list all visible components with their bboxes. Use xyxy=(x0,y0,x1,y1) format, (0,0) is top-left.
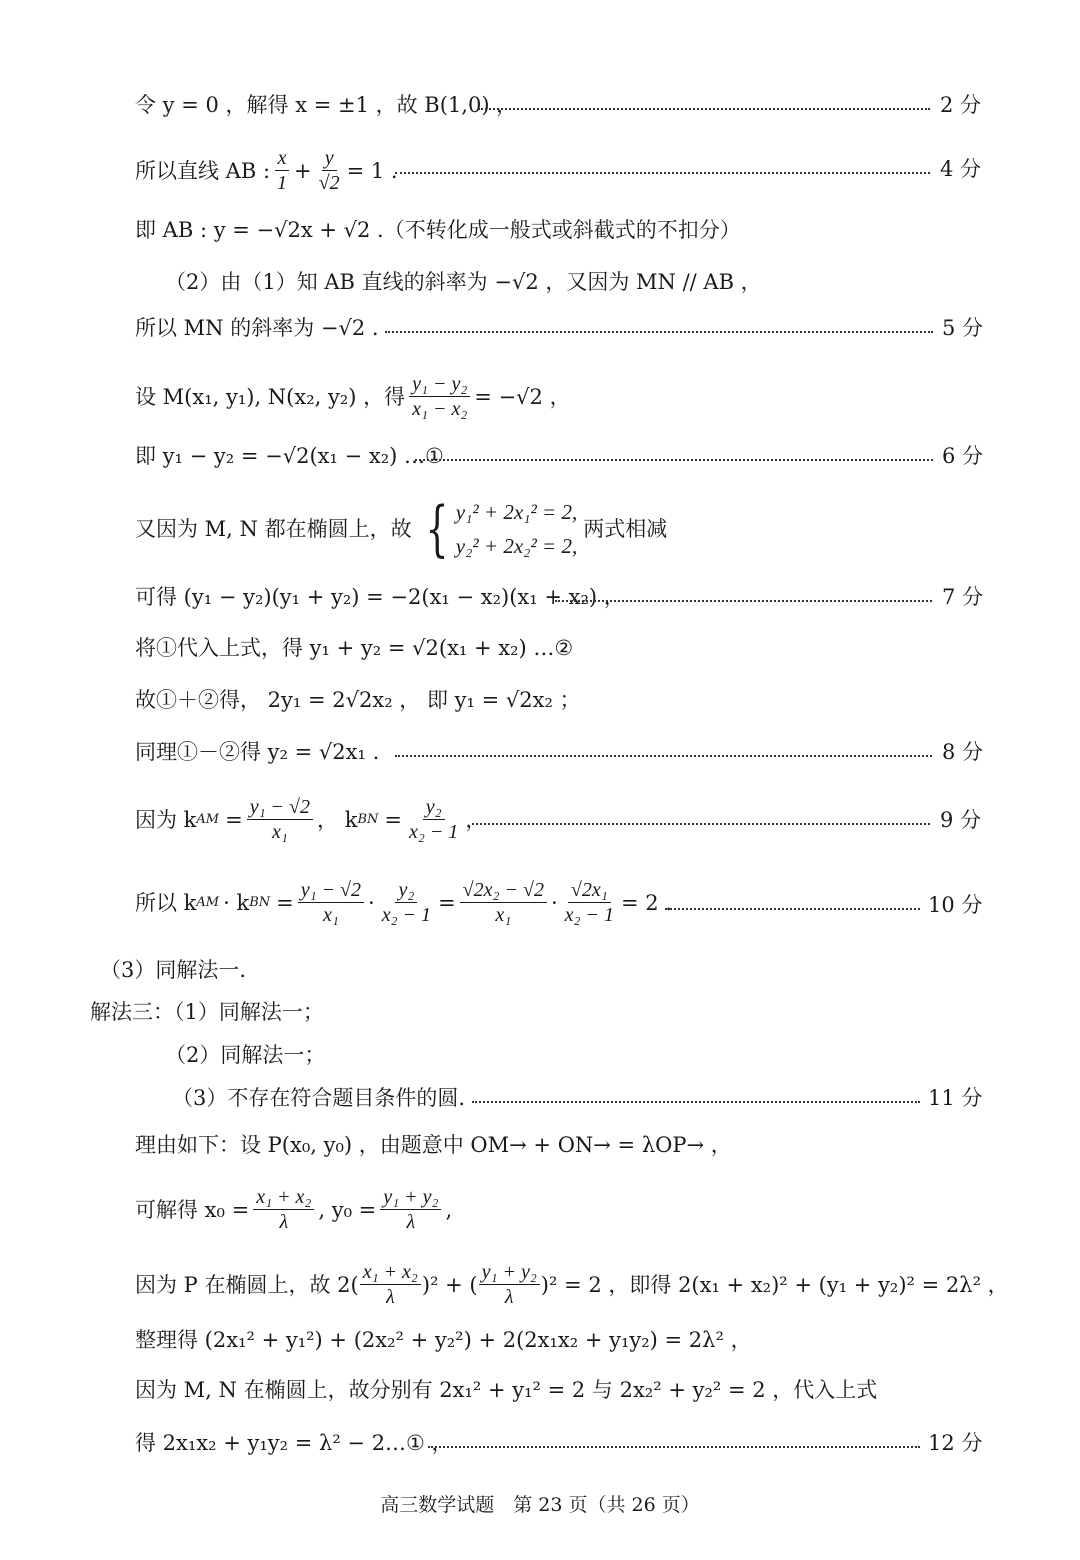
line-20 xyxy=(135,1185,452,1234)
line-3 xyxy=(135,215,741,245)
line-21 xyxy=(135,1260,1009,1309)
plus-sign: + xyxy=(294,158,312,183)
line-8-prefix: 又因为 M, N 都在椭圆上，故 xyxy=(135,517,412,541)
subscript-bn: BN xyxy=(357,811,379,827)
line-14-suffix: = 2 . xyxy=(620,890,672,915)
denominator: λ xyxy=(279,1211,289,1233)
fraction-3 xyxy=(460,878,547,927)
numerator: x₁ + x₂ xyxy=(253,1185,314,1210)
equals-sign: = xyxy=(225,807,243,832)
fraction-kbn xyxy=(406,795,461,844)
leader-dots xyxy=(555,600,932,602)
line-5 xyxy=(135,313,379,343)
fraction-2 xyxy=(379,878,434,927)
line-22 xyxy=(135,1325,752,1355)
numerator: √2x₂ − √2 xyxy=(460,878,547,903)
line-4 xyxy=(165,267,762,297)
line-24 xyxy=(135,1428,453,1458)
fraction-1 xyxy=(298,878,364,927)
score-7: 7 分 xyxy=(942,585,984,609)
fraction-x-over-1 xyxy=(274,146,290,195)
denominator: x₁ xyxy=(271,821,288,843)
numerator: y xyxy=(322,146,337,171)
line-10 xyxy=(135,633,573,663)
denominator: x₂ − 1 xyxy=(408,821,459,843)
fraction-slope xyxy=(409,372,470,421)
fraction-y-over-sqrt2 xyxy=(316,146,343,195)
leader-dots xyxy=(665,908,920,910)
denominator: x₁ xyxy=(322,904,339,926)
line-7 xyxy=(135,441,444,471)
numerator: x xyxy=(275,146,290,171)
equals-sign: = xyxy=(276,890,294,915)
line-9 xyxy=(135,582,625,612)
line-17-text: （2）同解法一； xyxy=(165,1043,326,1067)
score-12: 12 分 xyxy=(928,1431,983,1455)
line-2-prefix: 所以直线 AB : xyxy=(135,158,271,183)
leader-dots xyxy=(395,172,930,174)
fraction-kam xyxy=(247,795,313,844)
leader-dots xyxy=(415,459,933,461)
equation-2: y₂² + 2x₂² = 2, xyxy=(455,534,578,558)
leader-dots xyxy=(395,755,932,757)
score-5: 5 分 xyxy=(942,316,984,340)
numerator: y₁ − √2 xyxy=(247,795,313,820)
leader-dots xyxy=(428,1446,920,1448)
line-6-suffix: = −√2 ， xyxy=(474,384,571,409)
line-15 xyxy=(100,955,246,985)
line-12 xyxy=(135,737,379,767)
leader-dots xyxy=(478,108,930,110)
numerator: y₁ + y₂ xyxy=(479,1260,540,1285)
line-20-middle: , y₀ = xyxy=(318,1197,377,1222)
line-18-text: （3）不存在符合题目条件的圆. xyxy=(172,1086,466,1110)
fraction-x0 xyxy=(253,1185,314,1234)
line-13 xyxy=(135,795,486,844)
line-16 xyxy=(90,997,324,1027)
denominator: x₁ − x₂ xyxy=(412,398,468,420)
page-footer: 高三数学试题 第 23 页（共 26 页） xyxy=(380,1494,700,1516)
multiply-dot: · xyxy=(368,890,375,915)
line-21-middle: )² + ( xyxy=(421,1272,478,1297)
brace-icon: { xyxy=(425,494,449,564)
line-22-text: 整理得 (2x₁² + y₁²) + (2x₂² + y₂²) + 2(2x₁x₂ + y₁y₂) = 2λ² ， xyxy=(135,1328,752,1352)
equals-sign: = xyxy=(438,890,456,915)
line-24-text: 得 2x₁x₂ + y₁y₂ = λ² − 2…① ， xyxy=(135,1431,453,1455)
line-11-text: 故①＋②得， 2y₁ = 2√2x₂ ， 即 y₁ = √2x₂ ； xyxy=(135,688,581,712)
score-2: 2 分 xyxy=(940,93,982,117)
line-2 xyxy=(135,146,398,195)
numerator: y₂ xyxy=(423,795,445,820)
denominator: x₂ − 1 xyxy=(564,904,614,926)
line-6 xyxy=(135,372,571,421)
fraction-x-sum xyxy=(360,1260,421,1309)
fraction-y0 xyxy=(380,1185,441,1234)
line-16-text: 解法三：（1）同解法一； xyxy=(90,1000,324,1024)
line-1-text: 令 y = 0 ，解得 x = ±1 ，故 B(1,0) ， xyxy=(135,93,518,117)
line-8-suffix: 两式相减 xyxy=(583,517,668,541)
numerator: x₁ + x₂ xyxy=(360,1260,421,1285)
score-8: 8 分 xyxy=(942,740,984,764)
line-2-suffix: = 1 . xyxy=(346,158,398,183)
score-11: 11 分 xyxy=(928,1086,983,1110)
line-11 xyxy=(135,685,581,715)
line-21-prefix: 因为 P 在椭圆上，故 2( xyxy=(135,1272,359,1297)
line-6-prefix: 设 M(x₁, y₁), N(x₂, y₂) ，得 xyxy=(135,384,406,409)
line-17 xyxy=(165,1040,325,1070)
line-14 xyxy=(135,878,672,927)
leader-dots xyxy=(385,331,933,333)
line-20-prefix: 可解得 x₀ = xyxy=(135,1197,250,1222)
line-23-text: 因为 M, N 在椭圆上，故分别有 2x₁² + y₁² = 2 与 2x₂² + y₂² = 2 ，代入上式 xyxy=(135,1378,878,1402)
numerator: y₂ xyxy=(395,878,417,903)
line-9-text: 可得 (y₁ − y₂)(y₁ + y₂) = −2(x₁ − x₂)(x₁ + x₂) ， xyxy=(135,585,625,609)
equation-1: y₁² + 2x₁² = 2, xyxy=(455,500,578,524)
line-13-suffix: ， xyxy=(465,807,487,832)
denominator: x₂ − 1 xyxy=(381,904,432,926)
line-8 xyxy=(135,495,667,563)
line-13-middle: ， k xyxy=(317,807,358,832)
fraction-y-sum xyxy=(479,1260,540,1309)
line-7-text: 即 y₁ − y₂ = −√2(x₁ − x₂) …① xyxy=(135,444,444,468)
denominator: λ xyxy=(406,1211,416,1233)
dot-k: · k xyxy=(223,890,250,915)
line-1 xyxy=(135,90,517,120)
line-15-text: （3）同解法一. xyxy=(100,958,247,982)
leader-dots xyxy=(472,1101,920,1103)
subscript-bn: BN xyxy=(249,894,271,910)
numerator: √2x₁ xyxy=(568,878,611,903)
line-14-prefix: 所以 k xyxy=(135,890,197,915)
denominator: √2 xyxy=(318,172,340,194)
fraction-4 xyxy=(562,878,617,927)
equation-system xyxy=(418,495,578,563)
line-20-suffix: , xyxy=(445,1197,453,1222)
multiply-dot: · xyxy=(550,890,558,915)
denominator: λ xyxy=(385,1286,395,1308)
score-10: 10 分 xyxy=(928,893,983,917)
line-19 xyxy=(135,1130,732,1160)
score-4: 4 分 xyxy=(940,157,982,181)
denominator: λ xyxy=(504,1286,514,1308)
numerator: y₁ + y₂ xyxy=(380,1185,441,1210)
denominator: x₁ xyxy=(495,904,512,926)
line-23 xyxy=(135,1375,877,1405)
line-12-text: 同理①－②得 y₂ = √2x₁ . xyxy=(135,740,380,764)
equals-sign: = xyxy=(384,807,402,832)
line-18 xyxy=(172,1083,465,1113)
numerator: y₁ − y₂ xyxy=(409,372,470,397)
line-3-text: 即 AB : y = −√2x + √2 .（不转化成一般式或斜截式的不扣分） xyxy=(135,218,741,242)
score-6: 6 分 xyxy=(942,444,984,468)
score-9: 9 分 xyxy=(940,808,982,832)
line-13-prefix: 因为 k xyxy=(135,807,197,832)
leader-dots xyxy=(472,823,930,825)
line-4-text: （2）由（1）知 AB 直线的斜率为 −√2 ，又因为 MN // AB ， xyxy=(165,270,762,294)
line-10-text: 将①代入上式，得 y₁ + y₂ = √2(x₁ + x₂) …② xyxy=(135,636,574,660)
line-21-suffix: )² = 2 ，即得 2(x₁ + x₂)² + (y₁ + y₂)² = 2λ² ， xyxy=(540,1272,1009,1297)
denominator: 1 xyxy=(277,172,288,194)
subscript-am: AM xyxy=(196,811,220,827)
line-5-text: 所以 MN 的斜率为 −√2 . xyxy=(135,316,379,340)
numerator: y₁ − √2 xyxy=(298,878,364,903)
line-19-text: 理由如下：设 P(x₀, y₀) ，由题意中 OM→ + ON→ = λOP→ ， xyxy=(135,1133,732,1157)
subscript-am: AM xyxy=(196,894,220,910)
